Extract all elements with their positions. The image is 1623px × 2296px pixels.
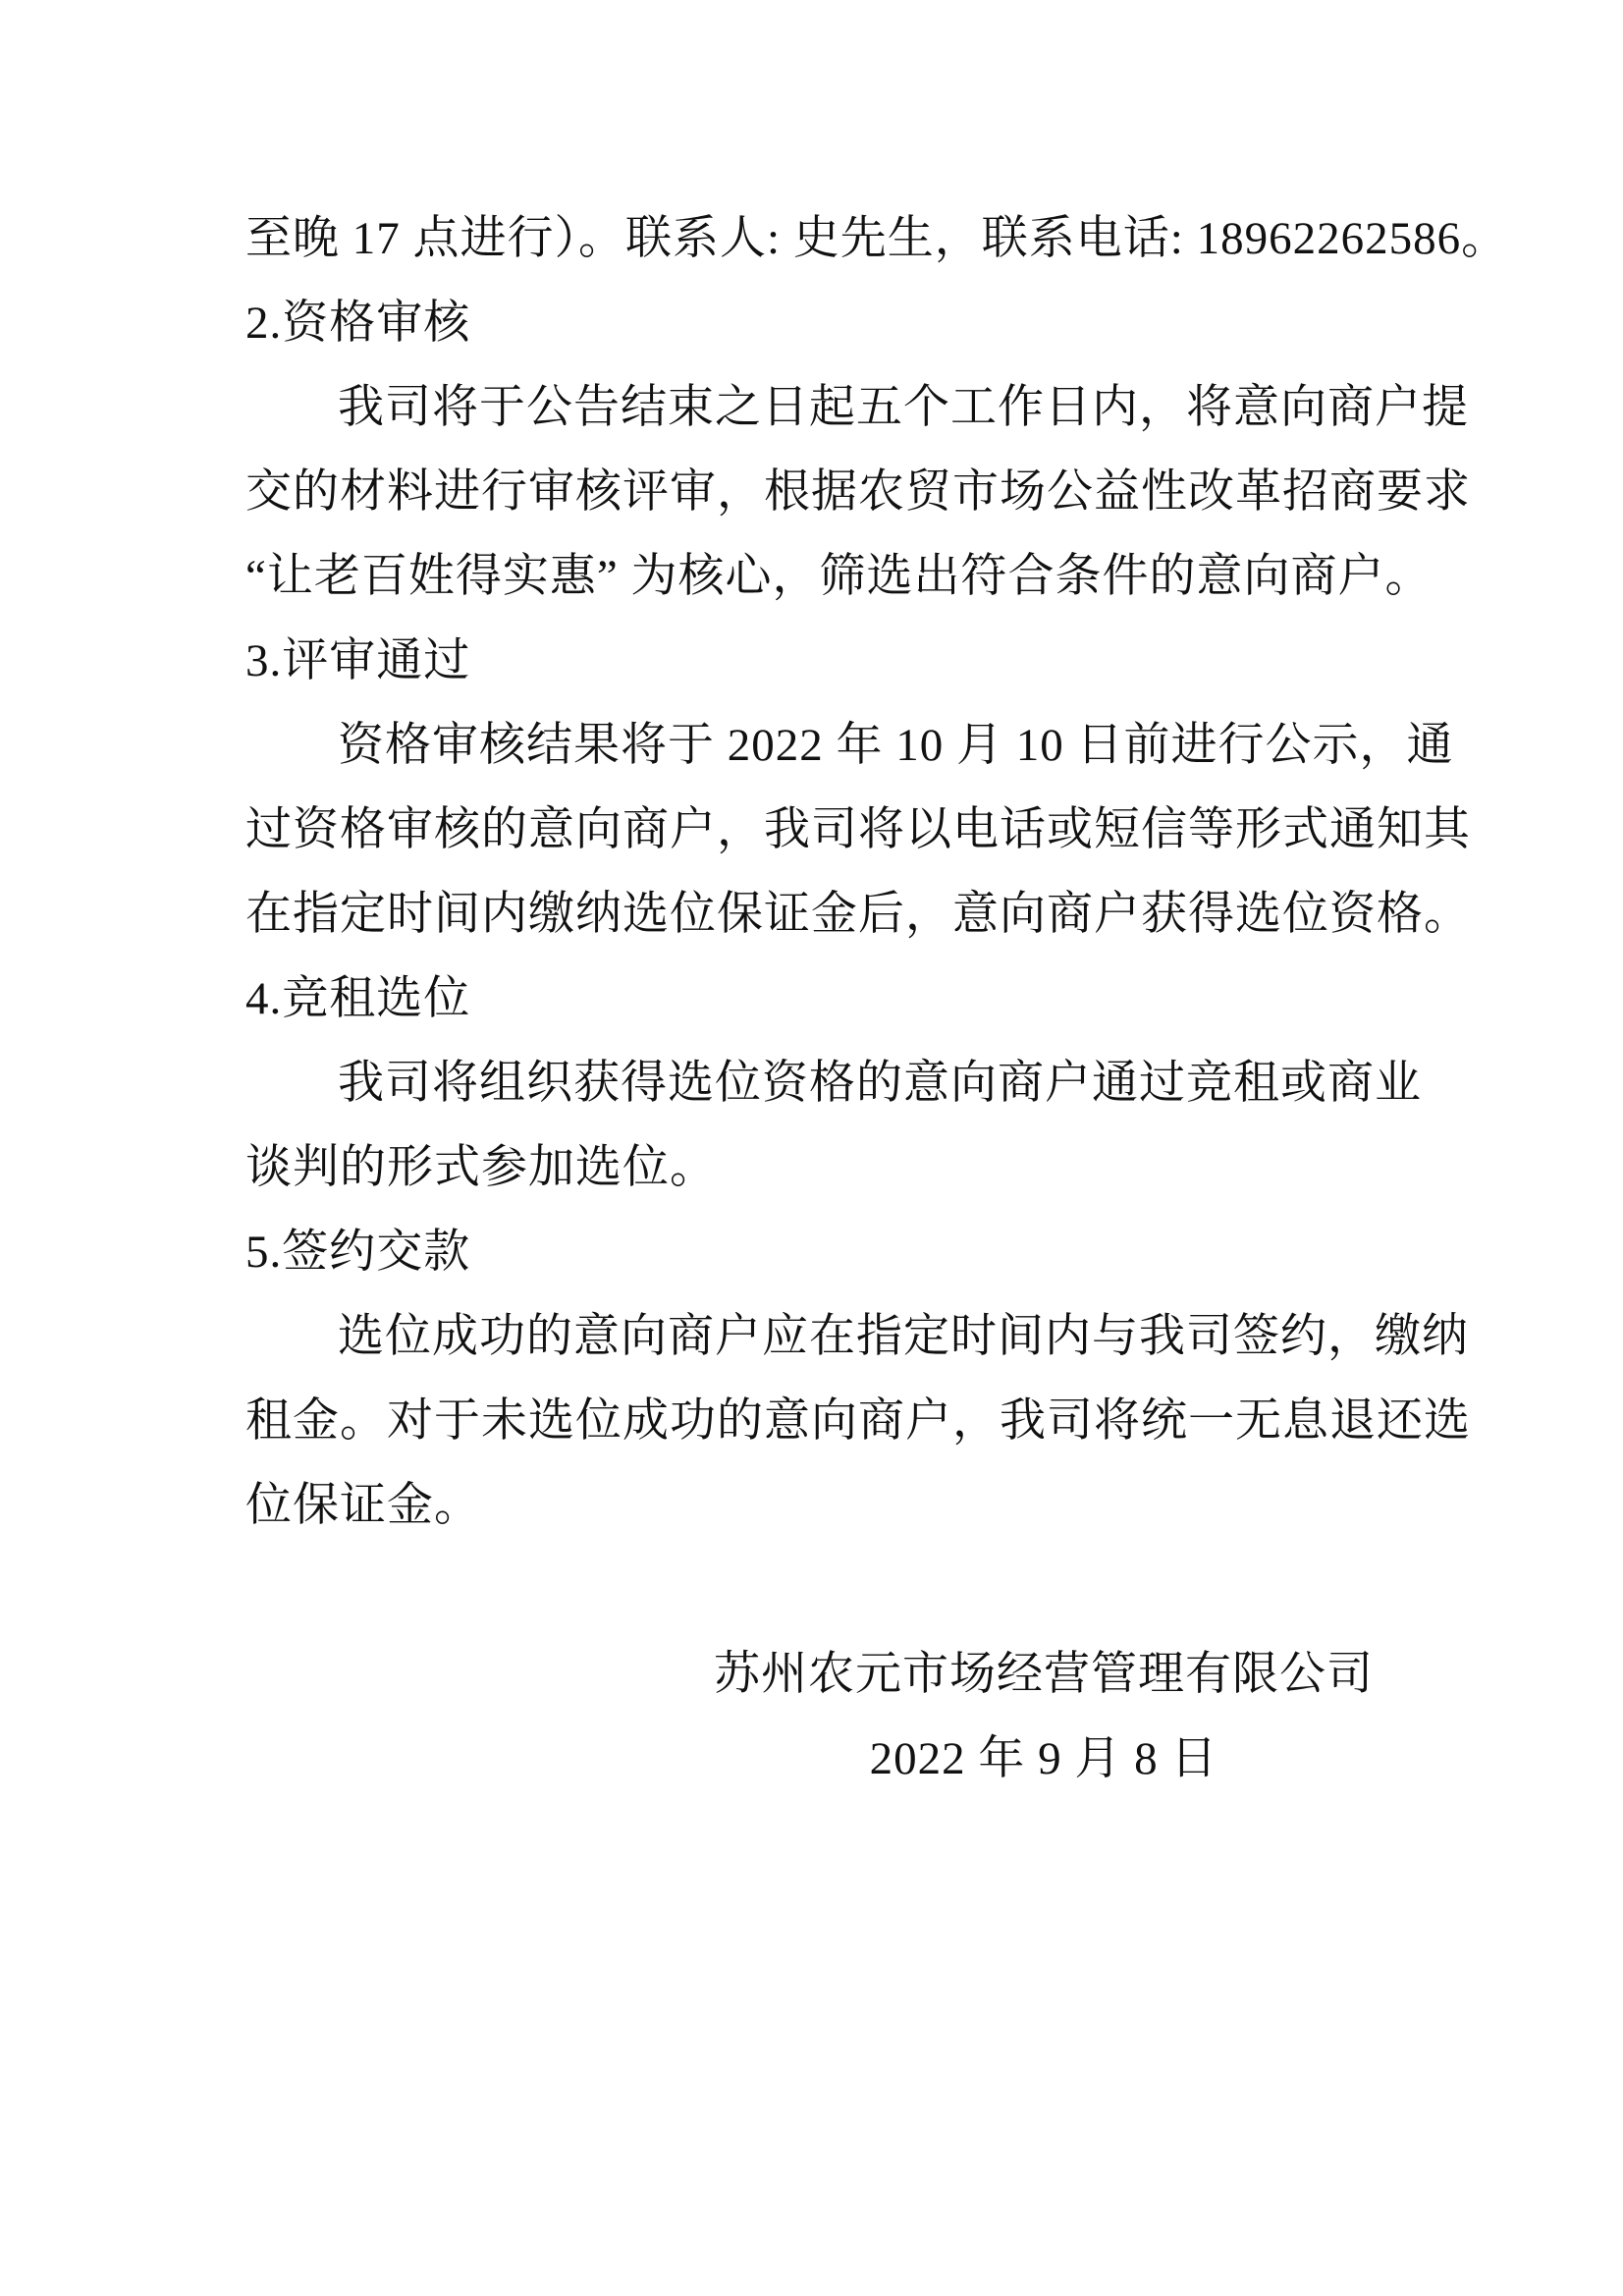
text-line: 3.评审通过: [245, 635, 471, 686]
text-line: 2.资格审核: [245, 298, 471, 349]
text-line: 交的材料进行审核评审，根据农贸市场公益性改革招商要求: [245, 466, 1471, 518]
text-line: 谈判的形式参加选位。: [245, 1142, 717, 1193]
text-line: 资格审核结果将于 2022 年 10 月 10 日前进行公示，通: [338, 720, 1454, 771]
text-line: 位保证金。: [245, 1480, 481, 1531]
signature-company: 苏州农元市场经营管理有限公司: [714, 1649, 1374, 1700]
text-line: 选位成功的意向商户应在指定时间内与我司签约，缴纳: [338, 1311, 1469, 1362]
signature-date: 2022 年 9 月 8 日: [869, 1733, 1218, 1784]
text-line: 租金。对于未选位成功的意向商户，我司将统一无息退还选: [245, 1395, 1471, 1447]
blank-line: [245, 1548, 1378, 1632]
text-line: “让老百姓得实惠” 为核心，筛选出符合条件的意向商户。: [245, 551, 1433, 602]
text-line: 我司将组织获得选位资格的意向商户通过竞租或商业: [338, 1058, 1422, 1109]
document-body: [245, 196, 1509, 1801]
signature-block: [714, 1632, 1374, 1801]
text-line: 我司将于公告结束之日起五个工作日内，将意向商户提: [338, 382, 1469, 433]
body-lines: [245, 196, 1509, 1548]
text-line: 至晚 17 点进行）。联系人: 史先生，联系电话: 18962262586。: [245, 213, 1509, 264]
text-line: 在指定时间内缴纳选位保证金后，意向商户获得选位资格。: [245, 889, 1471, 940]
text-line: 4.竞租选位: [245, 973, 471, 1024]
text-line: 5.签约交款: [245, 1227, 471, 1278]
text-line: 过资格审核的意向商户，我司将以电话或短信等形式通知其: [245, 804, 1471, 855]
